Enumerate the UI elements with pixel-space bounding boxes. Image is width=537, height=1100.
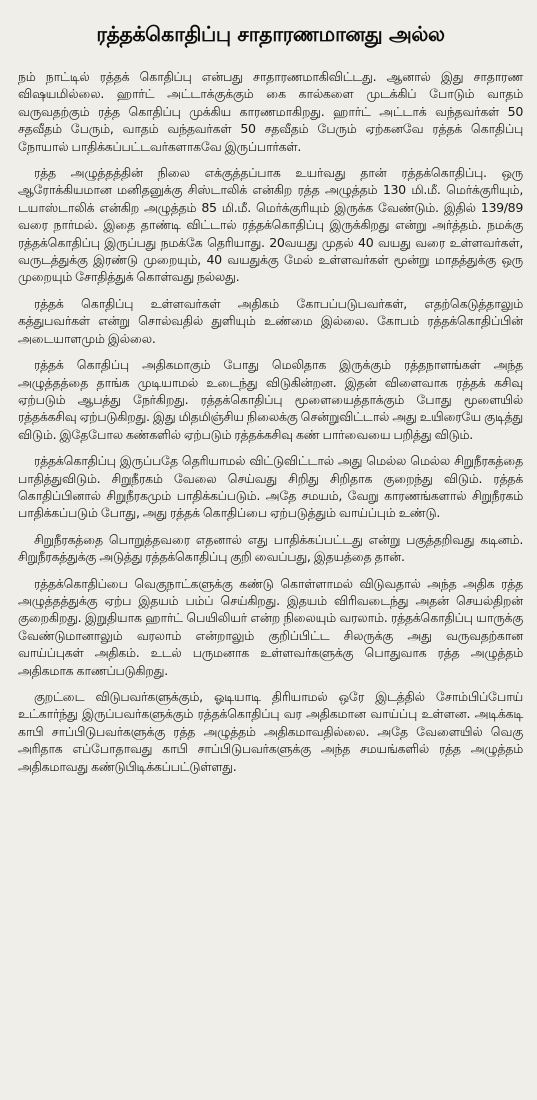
article-paragraph-6: சிறுநீரகத்தை பொறுத்தவரை எதனால் எது பாதிக்கப்பட்டது என்று பகுத்தறிவது கடினம். சிறுநீரகத்துக்கு அடுத்து ரத்தக்கொதிப்பு குறி வைப்பது, இதயத்தை தான். <box>18 531 523 565</box>
article-paragraph-3: ரத்தக் கொதிப்பு உள்ளவர்கள் அதிகம் கோபப்படுபவர்கள், எதற்கெடுத்தாலும் கத்துபவர்கள் என்று சொல்வதில் துளியும் உண்மை இல்லை. கோபம் ரத்தக்கொதிப்பின் அடையாளமும் இல்லை. <box>18 295 523 346</box>
article-paragraph-2: ரத்த அழுத்தத்தின் நிலை எக்குத்தப்பாக உயர்வது தான் ரத்தக்கொதிப்பு. ஒரு ஆரோக்கியமான மனிதனுக்கு சிஸ்டாலிக் என்கிற ரத்த அழுத்தம் 130 மி.மீ. மெர்க்குரியும், டயாஸ்டாலிக் என்கிற அழுத்தம் 85 மி.மீ. மெர்க்குரியும் இருக்க வேண்டும். இதில் 139/89 வரை நார்மல். இதை தாண்டி விட்டால் ரத்தக்கொதிப்பு இருக்கிறது என்று அர்த்தம். நமக்கு ரத்தக்கொதிப்பு இருப்பது நமக்கே தெரியாது. 20வயது முதல் 40 வயது வரை உள்ளவர்கள், வருடத்துக்கு இரண்டு முறையும், 40 வயதுக்கு மேல் உள்ளவர்கள் மூன்று மாதத்துக்கு ஒரு முறையும் சோதித்துக் கொள்வது நல்லது. <box>18 165 523 285</box>
article-paragraph-7: ரத்தக்கொதிப்பை வெகுநாட்களுக்கு கண்டு கொள்ளாமல் விடுவதால் அந்த அதிக ரத்த அழுத்தத்துக்கு ஏற்ப இதயம் பம்ப் செய்கிறது. இதயம் விரிவடைந்து அதன் செயல்திறன் குறைகிறது. இறுதியாக ஹார்ட் பெயிலியர் என்ற நிலையும் வரலாம். ரத்தக்கொதிப்பு யாருக்கு வேண்டுமானாலும் வரலாம் என்றாலும் குறிப்பிட்ட சிலருக்கு அது வருவதற்கான வாய்ப்புகள் அதிகம். உடல் பருமனாக உள்ளவர்களுக்கு பொதுவாக ரத்த அழுத்தம் அதிகமாக காணப்படுகிறது. <box>18 575 523 678</box>
article-paragraph-1: நம் நாட்டில் ரத்தக் கொதிப்பு என்பது சாதாரணமாகிவிட்டது. ஆனால் இது சாதாரண விஷயமில்லை. ஹார்ட் அட்டாக்குக்கும் கை கால்களை முடக்கிப் போடும் வாதம் வருவதற்கும் ரத்த கொதிப்பு முக்கிய காரணமாகிறது. ஹார்ட் அட்டாக் வந்தவர்கள் 50 சதவீதம் பேரும், வாதம் வந்தவர்கள் 50 சதவீதம் பேரும் ஏற்கனவே ரத்தக் கொதிப்பு நோயால் பாதிக்கப்பட்டவர்களாகவே இருப்பார்கள். <box>18 69 523 154</box>
article-paragraph-5: ரத்தக்கொதிப்பு இருப்பதே தெரியாமல் விட்டுவிட்டால் அது மெல்ல மெல்ல சிறுநீரகத்தை பாதித்துவிடும். சிறுநீரகம் வேலை செய்வது சிறிது சிறிதாக குறைந்து விடும். ரத்தக் கொதிப்பினால் சிறுநீரகமும் பாதிக்கப்படும். அதே சமயம், வேறு காரணங்களால் சிறுநீரகம் பாதிக்கப்படும் போது, அது ரத்தக் கொதிப்பை ஏற்படுத்தும் வாய்ப்பும் உண்டு. <box>18 453 523 521</box>
article-paragraph-4: ரத்தக் கொதிப்பு அதிகமாகும் போது மெலிதாக இருக்கும் ரத்தநாளங்கள் அந்த அழுத்தத்தை தாங்க முடியாமல் உடைந்து விடுகின்றன. இதன் விளைவாக ரத்தக் கசிவு ஏற்படும் ஆபத்து நேர்கிறது. ரத்தக்கொதிப்பு மூளையைத்தாக்கும் போது மூளையில் ரத்தக்கசிவு ஏற்படுகிறது. இது மிதமிஞ்சிய நிலைக்கு சென்றுவிட்டால் அது உயிரையே குடித்து விடும். இதேபோல கண்களில் ஏற்படும் ரத்தக்கசிவு கண் பார்வையை பறித்து விடும். <box>18 357 523 442</box>
article-title: ரத்தக்கொதிப்பு சாதாரணமானது அல்ல <box>96 22 445 46</box>
article-paragraph-8: குறட்டை விடுபவர்களுக்கும், ஓடியாடி திரியாமல் ஒரே இடத்தில் சோம்பிப்போய் உட்கார்ந்து இருப்பவர்களுக்கும் ரத்தக்கொதிப்பு வர அதிகமான வாய்ப்பு உள்ளன. அடிக்கடி காபி சாப்பிடுபவர்களுக்கு ரத்த அழுத்தம் அதிகமாவதில்லை. அதே வேளையில் வெகு அரிதாக எப்போதாவது காபி சாப்பிடுபவர்களுக்கு அந்த சமயங்களில் ரத்த அழுத்தம் அதிகமாவது கண்டுபிடிக்கப்பட்டுள்ளது. <box>18 689 523 774</box>
